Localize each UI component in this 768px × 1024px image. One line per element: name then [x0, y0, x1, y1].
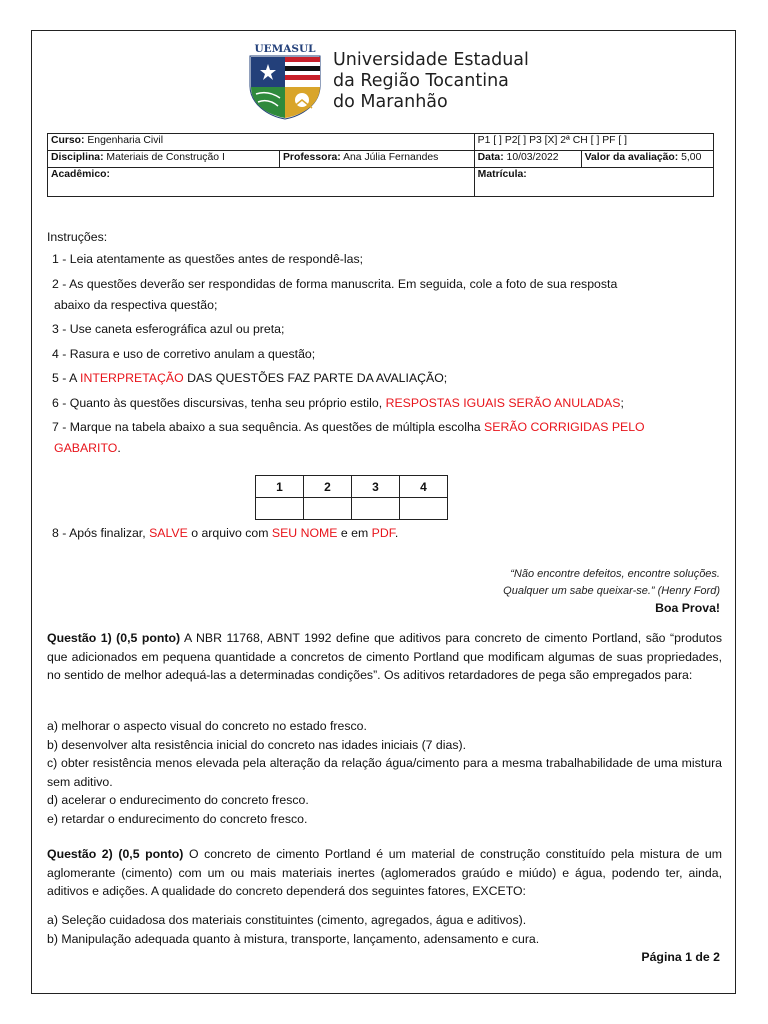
instruction-8-pre: 8 - Após finalizar, [52, 526, 150, 540]
university-name [333, 50, 529, 113]
matricula-label: Matrícula: [477, 169, 527, 180]
university-logo [246, 42, 324, 120]
instruction-3: 3 - Use caneta esferográfica azul ou preta; [52, 322, 285, 336]
instruction-7-highlight-2: GABARITO [54, 441, 118, 455]
valor-value: 5,00 [678, 152, 702, 163]
instruction-8-mid1: o arquivo com [187, 526, 272, 540]
instruction-2-cont: abaixo da respectiva questão; [54, 297, 218, 312]
instruction-5 [47, 370, 717, 395]
exam-info-table [47, 133, 714, 197]
valor-cell [581, 151, 713, 168]
instruction-8-pdf: PDF [371, 526, 395, 540]
matricula-cell[interactable] [474, 168, 713, 197]
instruction-5-post: DAS QUESTÕES FAZ PARTE DA AVALIAÇÃO; [183, 371, 448, 385]
q1-option-c[interactable]: c) obter resistência menos elevada pela alteração da relação água/cimento para a mesma trabalhabilidade de uma mistura sem aditivo. [47, 756, 722, 789]
instruction-7 [47, 419, 717, 440]
question-1 [47, 629, 722, 685]
instruction-8-name: SEU NOME [271, 526, 338, 540]
exam-type-cell[interactable] [474, 134, 713, 151]
question-1-label: Questão 1) (0,5 ponto) [47, 631, 181, 645]
question-2-label: Questão 2) (0,5 ponto) [47, 847, 184, 861]
q2-option-b[interactable]: b) Manipulação adequada quanto à mistura, transporte, lançamento, adensamento e cura. [47, 931, 540, 946]
q1-option-b[interactable]: b) desenvolver alta resistência inicial do concreto nas idades iniciais (7 dias). [47, 737, 466, 752]
curso-cell [48, 134, 475, 151]
instruction-6-highlight: RESPOSTAS IGUAIS SERÃO ANULADAS [385, 395, 621, 410]
question-1-text: A NBR 11768, ABNT 1992 define que aditivos para concreto de cimento Portland, são “produtos que adicionados em pequena quantidade a concretos de cimento Portland que modificam algumas de suas propriedades, no sentido de melhor adequá-las a determinadas condições”. Os aditivos retardadores de pega são empregados para: [47, 631, 722, 682]
logo-wordmark: UEMASUL [254, 43, 316, 55]
instruction-8-save: SALVE [149, 526, 188, 540]
instruction-4: 4 - Rasura e uso de corretivo anulam a questão; [52, 346, 316, 361]
academico-cell[interactable] [48, 168, 475, 197]
instructions [47, 230, 717, 465]
data-value: 10/03/2022 [503, 152, 559, 163]
seq-header-2: 2 [304, 476, 352, 498]
instruction-7-highlight: SERÃO CORRIGIDAS PELO [484, 420, 645, 434]
exam-type-options: P1 [ ] P2[ ] P3 [X] 2ª CH [ ] PF [ ] [477, 135, 628, 146]
instruction-7-cont [47, 440, 717, 465]
disciplina-cell [48, 151, 280, 168]
instruction-5-pre: 5 - A [52, 371, 81, 385]
seq-answer-3[interactable] [352, 498, 400, 520]
instruction-5-highlight: INTERPRETAÇÃO [80, 371, 184, 385]
instructions-title: Instruções: [47, 230, 108, 244]
quote-line2: Qualquer um sabe queixar-se.” (Henry Ford) [503, 585, 720, 597]
q1-option-e[interactable]: e) retardar o endurecimento do concreto fresco. [47, 811, 308, 826]
answer-sequence-table [255, 475, 448, 520]
university-name-line1: Universidade Estadual [333, 50, 529, 70]
q2-option-a[interactable]: a) Seleção cuidadosa dos materiais constituintes (cimento, agregados, água e aditivos). [47, 913, 527, 927]
page-number: Página 1 de 2 [641, 950, 720, 964]
academico-label: Acadêmico: [51, 169, 110, 180]
question-2-text: O concreto de cimento Portland é um material de construção constituído pela mistura de um aglomerante (cimento) com um ou mais materiais inertes (aglomerados graúdo e miúdo) e água, podendo ter, ainda, aditivos e adições. A qualidade do concreto dependerá dos seguintes fatores, EXCETO: [47, 847, 722, 898]
instruction-1: 1 - Leia atentamente as questões antes de respondê-las; [52, 252, 364, 266]
data-label: Data: [477, 152, 504, 163]
question-1-options [47, 717, 722, 828]
seq-header-3: 3 [352, 476, 400, 498]
instruction-2: 2 - As questões deverão ser respondidas de forma manuscrita. Em seguida, cole a foto de sua resposta [52, 276, 618, 291]
instruction-6-pre: 6 - Quanto às questões discursivas, tenha seu próprio estilo, [52, 395, 386, 410]
instruction-7-pre: 7 - Marque na tabela abaixo a sua sequência. As questões de múltipla escolha [52, 420, 485, 434]
data-cell [474, 151, 581, 168]
curso-label: Curso: [51, 135, 85, 146]
seq-answer-4[interactable] [400, 498, 448, 520]
quote-line1: “Não encontre defeitos, encontre soluções. [510, 568, 720, 580]
curso-value: Engenharia Civil [84, 135, 164, 146]
seq-header-1: 1 [256, 476, 304, 498]
professora-label: Professora: [283, 152, 341, 163]
university-name-line3: do Maranhão [333, 92, 448, 112]
disciplina-value: Materiais de Construção I [103, 152, 225, 163]
q1-option-a[interactable]: a) melhorar o aspecto visual do concreto no estado fresco. [47, 719, 367, 733]
instruction-6 [47, 395, 717, 420]
university-name-line2: da Região Tocantina [333, 71, 509, 91]
boa-prova: Boa Prova! [655, 601, 720, 615]
question-2 [47, 845, 722, 901]
quote [503, 566, 720, 600]
professora-value: Ana Júlia Fernandes [340, 152, 439, 163]
professora-cell [280, 151, 475, 168]
disciplina-label: Disciplina: [51, 152, 104, 163]
seq-header-4: 4 [400, 476, 448, 498]
instruction-8-post: . [394, 526, 399, 540]
instruction-8 [52, 526, 398, 540]
instruction-7-post: . [117, 441, 121, 455]
valor-label: Valor da avaliação: [584, 152, 679, 163]
question-2-options [47, 911, 722, 948]
instruction-8-mid2: e em [337, 526, 372, 540]
seq-answer-2[interactable] [304, 498, 352, 520]
seq-answer-1[interactable] [256, 498, 304, 520]
instruction-6-post: ; [620, 395, 624, 410]
q1-option-d[interactable]: d) acelerar o endurecimento do concreto fresco. [47, 793, 309, 807]
